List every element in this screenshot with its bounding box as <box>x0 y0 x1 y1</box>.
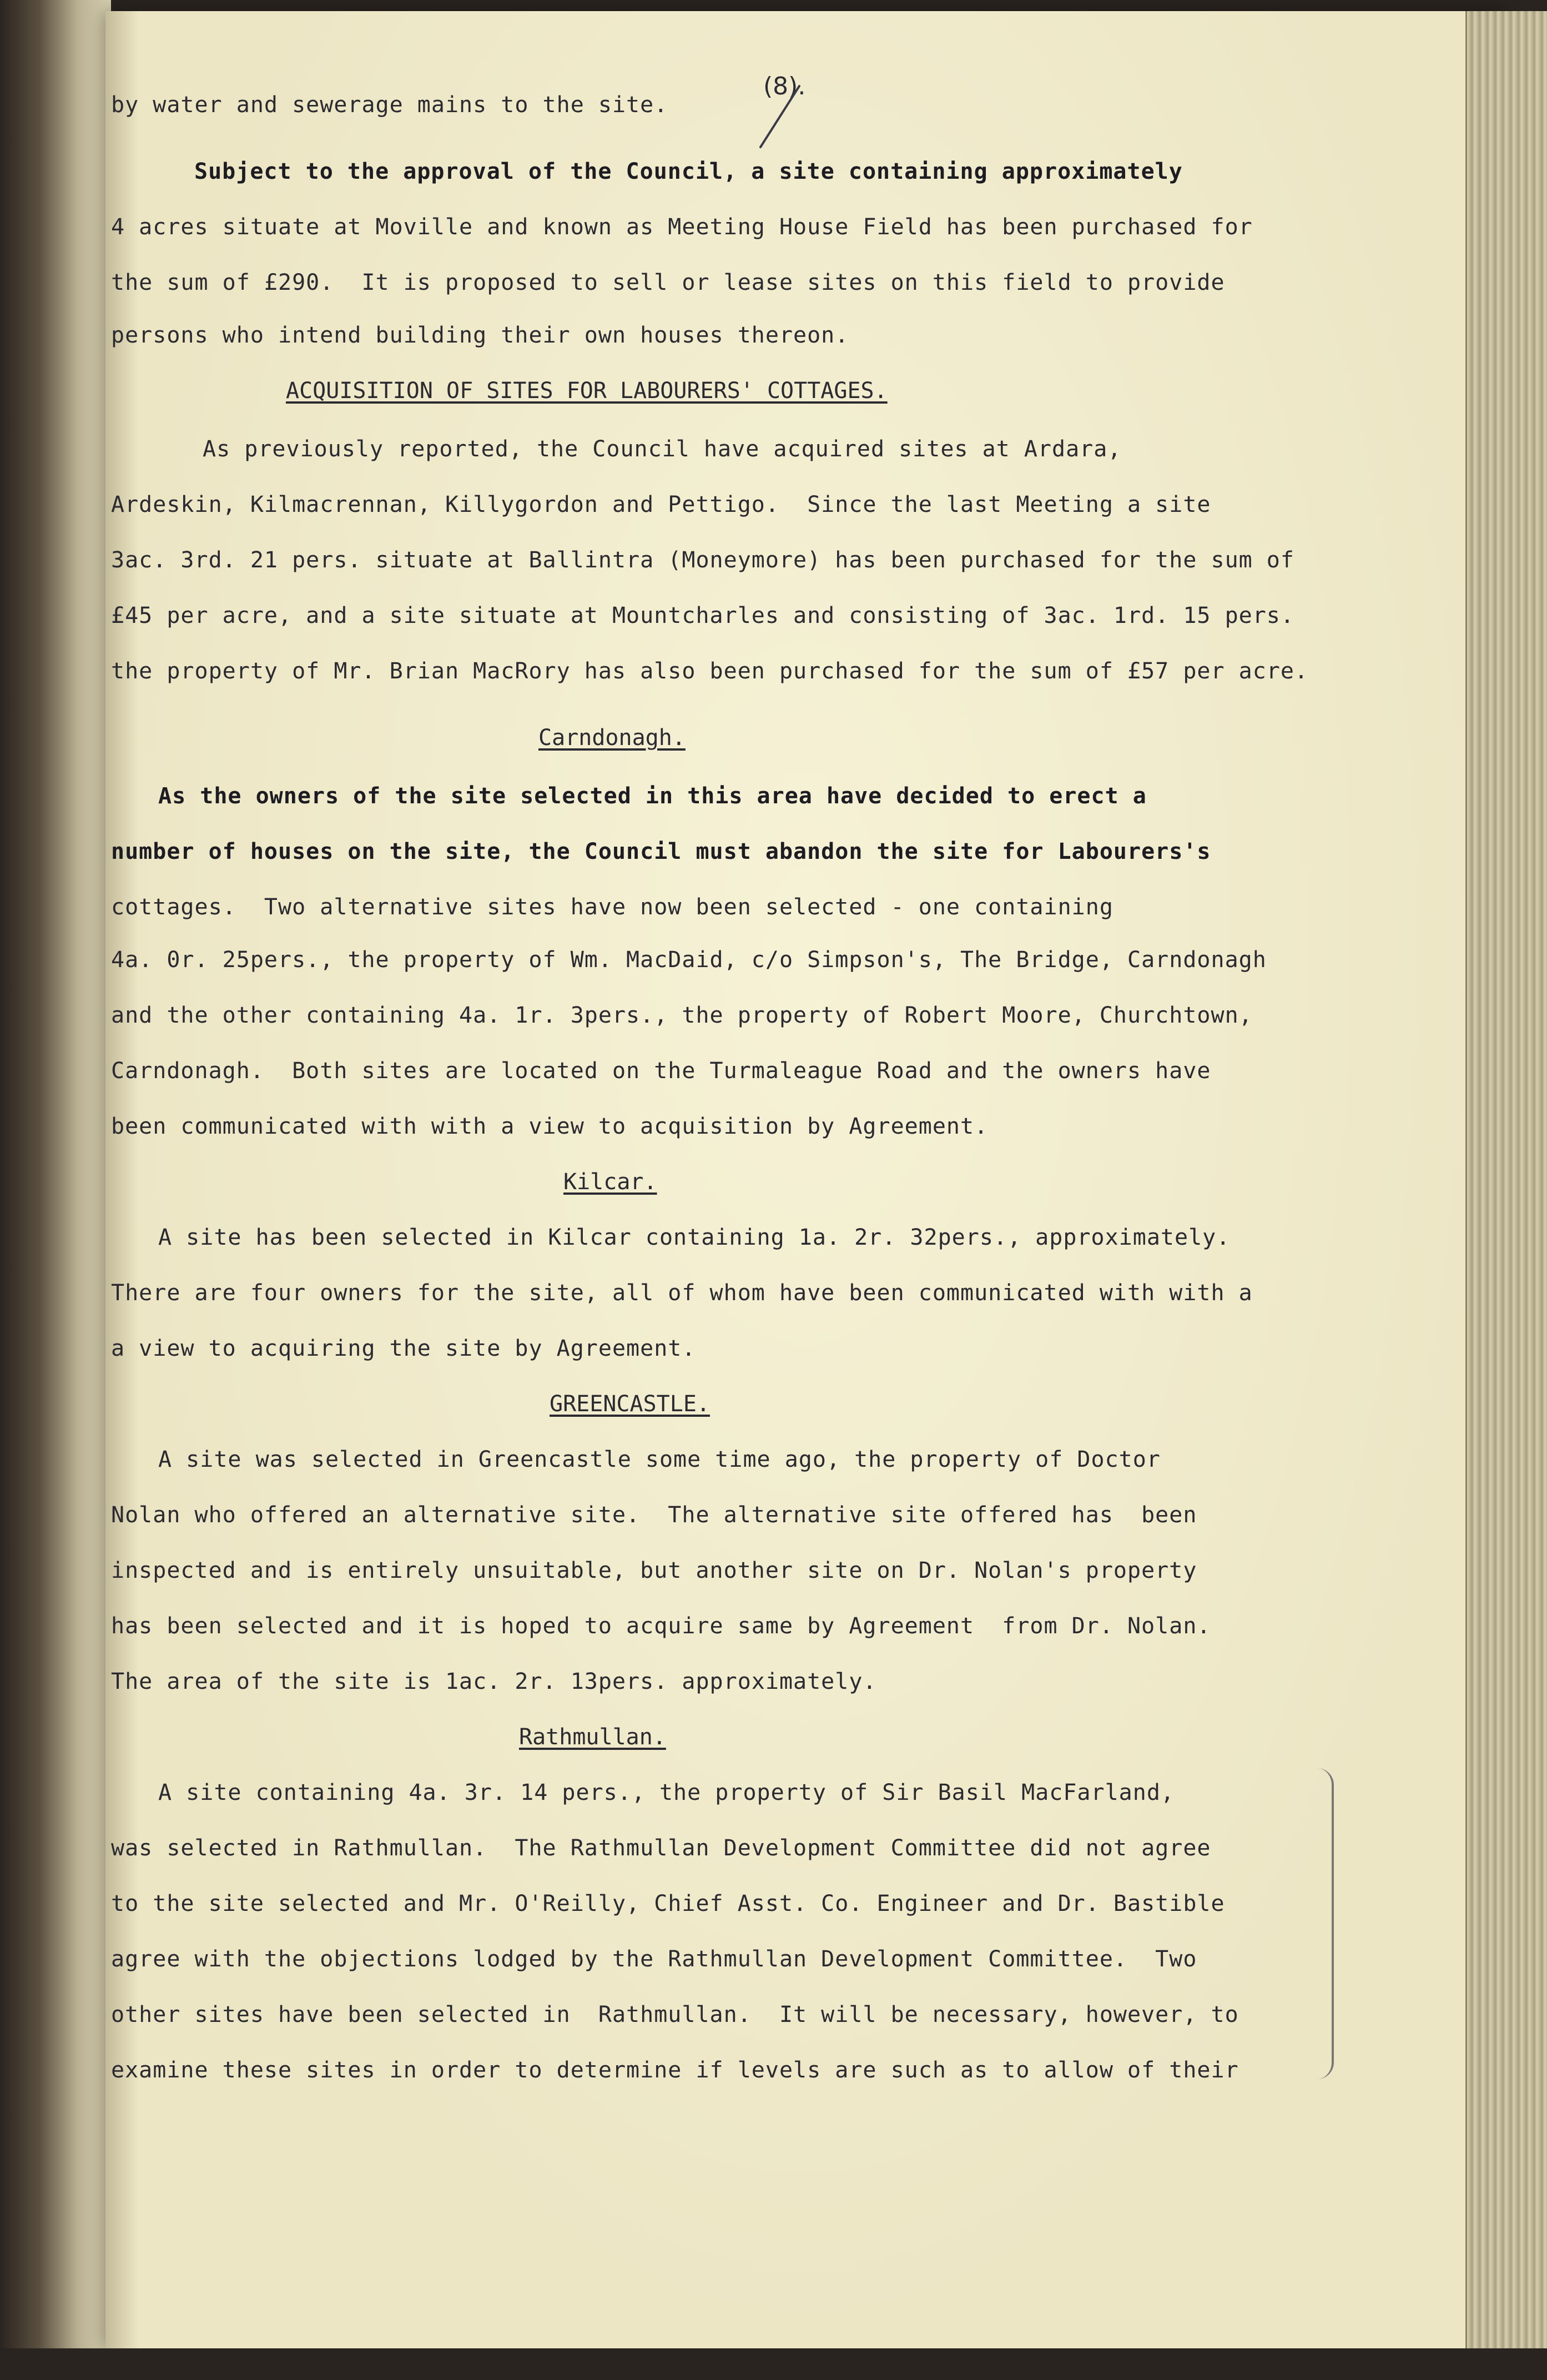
text-line: Carndonagh. Both sites are located on the Turmaleague Road and the owners have <box>111 1058 1211 1084</box>
document-text <box>111 0 1465 2380</box>
text-line: a view to acquiring the site by Agreement. <box>111 1336 696 1361</box>
section-heading: Rathmullan. <box>519 1724 666 1750</box>
text-line: 4 acres situate at Moville and known as Meeting House Field has been purchased for <box>111 214 1253 240</box>
text-line: As previously reported, the Council have acquired sites at Ardara, <box>203 436 1122 462</box>
text-line: Nolan who offered an alternative site. The alternative site offered has been <box>111 1502 1197 1528</box>
text-line: by water and sewerage mains to the site. <box>111 92 668 118</box>
text-line: The area of the site is 1ac. 2r. 13pers. approximately. <box>111 1669 877 1694</box>
text-line: A site containing 4a. 3r. 14 pers., the property of Sir Basil MacFarland, <box>158 1780 1175 1805</box>
text-line: the property of Mr. Brian MacRory has also been purchased for the sum of £57 per acre. <box>111 658 1309 684</box>
text-line: has been selected and it is hoped to acquire same by Agreement from Dr. Nolan. <box>111 1613 1211 1639</box>
margin-bracket <box>1313 1768 1334 2079</box>
page-edges <box>1465 11 1547 2348</box>
text-line: been communicated with with a view to acquisition by Agreement. <box>111 1114 989 1139</box>
section-heading: Kilcar. <box>563 1169 657 1195</box>
text-line: was selected in Rathmullan. The Rathmullan Development Committee did not agree <box>111 1835 1211 1861</box>
text-line: inspected and is entirely unsuitable, but another site on Dr. Nolan's property <box>111 1558 1197 1583</box>
text-line: A site was selected in Greencastle some time ago, the property of Doctor <box>158 1447 1161 1472</box>
text-line: A site has been selected in Kilcar containing 1a. 2r. 32pers., approximately. <box>158 1225 1231 1250</box>
text-line: number of houses on the site, the Council must abandon the site for Labourers's <box>111 839 1211 864</box>
text-line: 4a. 0r. 25pers., the property of Wm. MacDaid, c/o Simpson's, The Bridge, Carndonagh <box>111 947 1267 973</box>
text-line: £45 per acre, and a site situate at Mountcharles and consisting of 3ac. 1rd. 15 pers. <box>111 603 1294 628</box>
text-line: Ardeskin, Kilmacrennan, Killygordon and Pettigo. Since the last Meeting a site <box>111 492 1211 517</box>
handwritten-stroke <box>755 80 805 153</box>
section-heading: GREENCASTLE. <box>550 1391 710 1417</box>
section-heading: Carndonagh. <box>538 725 686 751</box>
text-line: the sum of £290. It is proposed to sell or lease sites on this field to provide <box>111 270 1225 295</box>
text-line: other sites have been selected in Rathmullan. It will be necessary, however, to <box>111 2002 1239 2027</box>
text-line: cottages. Two alternative sites have now been selected - one containing <box>111 894 1113 920</box>
text-line: As the owners of the site selected in this area have decided to erect a <box>158 783 1147 809</box>
text-line: agree with the objections lodged by the Rathmullan Development Committee. Two <box>111 1946 1197 1972</box>
text-line: and the other containing 4a. 1r. 3pers., the property of Robert Moore, Churchtown, <box>111 1003 1253 1028</box>
binding-gutter <box>0 0 111 2380</box>
page-number: (8). <box>763 72 806 100</box>
text-line: persons who intend building their own houses thereon. <box>111 323 849 348</box>
text-line: to the site selected and Mr. O'Reilly, Chief Asst. Co. Engineer and Dr. Bastible <box>111 1891 1225 1916</box>
text-line: Subject to the approval of the Council, a site containing approximately <box>194 159 1183 184</box>
text-line: examine these sites in order to determine if levels are such as to allow of their <box>111 2057 1239 2083</box>
text-line: 3ac. 3rd. 21 pers. situate at Ballintra (Moneymore) has been purchased for the sum of <box>111 547 1294 573</box>
section-heading: ACQUISITION OF SITES FOR LABOURERS' COTTAGES. <box>286 378 888 404</box>
text-line: There are four owners for the site, all of whom have been communicated with with a <box>111 1280 1253 1306</box>
